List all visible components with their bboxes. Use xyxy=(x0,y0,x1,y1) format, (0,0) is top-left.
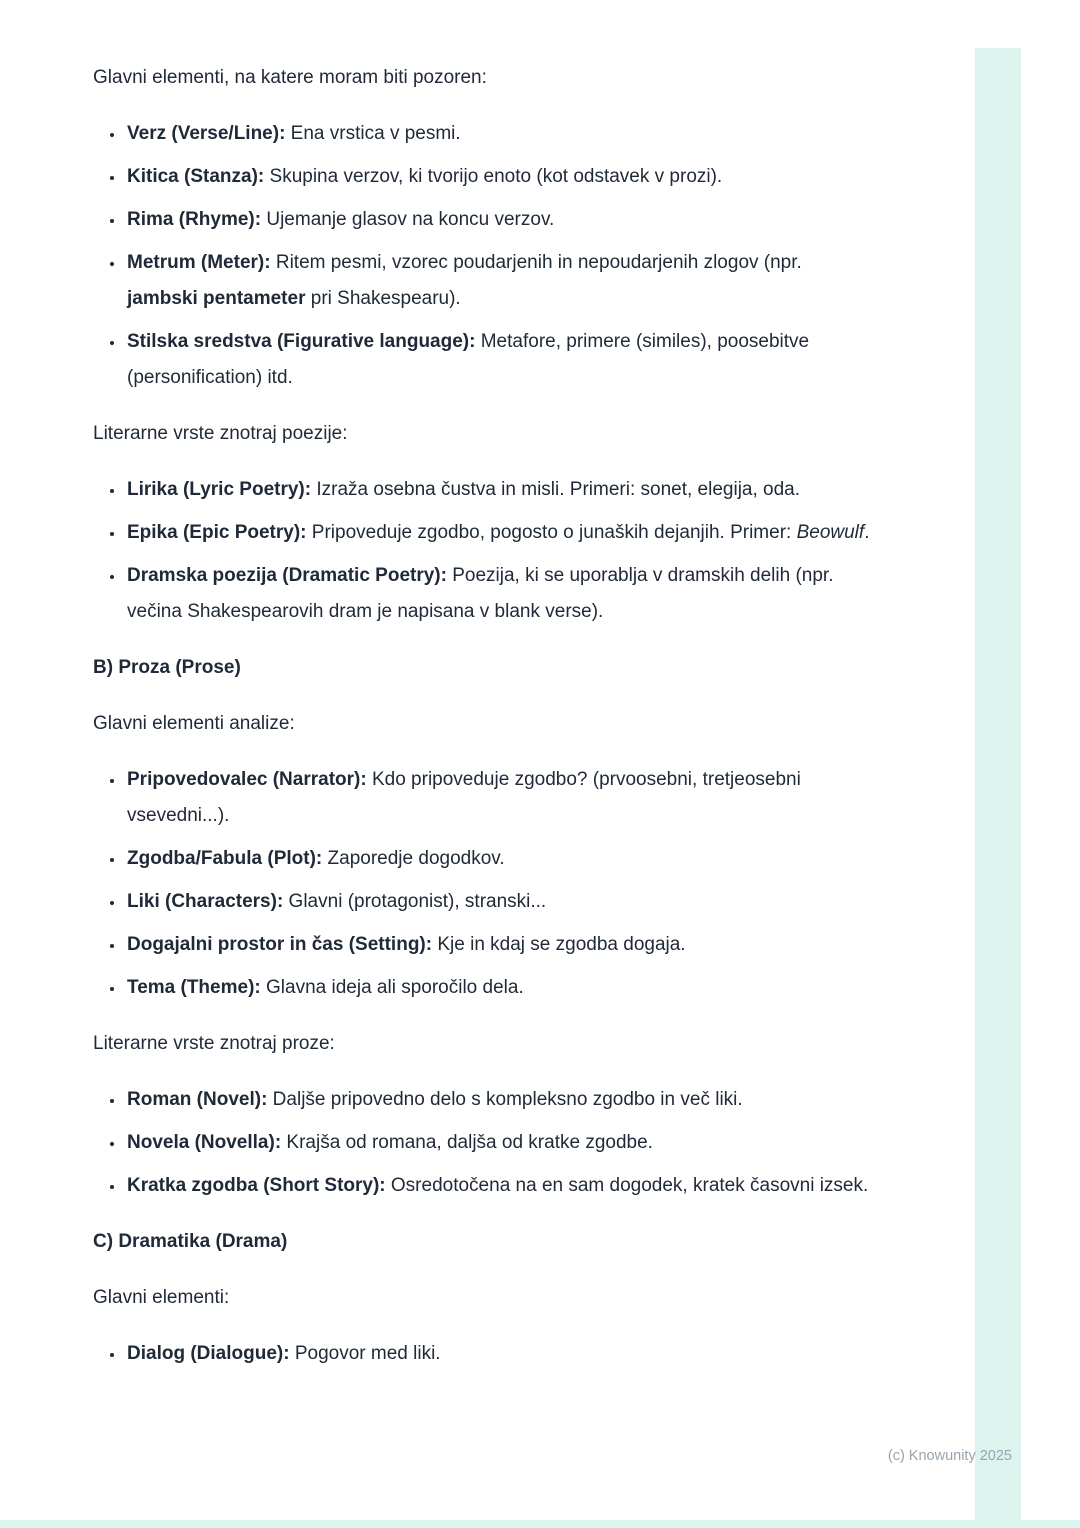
right-accent-stripe xyxy=(975,48,1021,1528)
list-item xyxy=(125,841,873,877)
text-bold: Tema (Theme): xyxy=(127,977,261,998)
list-item xyxy=(125,1082,873,1118)
text-bold: Stilska sredstva (Figurative language): xyxy=(127,331,476,352)
section-heading xyxy=(93,1224,873,1260)
text-bold: B) Proza (Prose) xyxy=(93,657,241,678)
paragraph xyxy=(93,706,873,742)
text: Pripoveduje zgodbo, pogosto o junaških dejanjih. Primer: xyxy=(306,522,797,543)
text-bold: Dramska poezija (Dramatic Poetry): xyxy=(127,565,447,586)
document-content xyxy=(93,40,873,1392)
text: Izraža osebna čustva in misli. Primeri: sonet, elegija, oda. xyxy=(311,479,801,500)
text-bold: Rima (Rhyme): xyxy=(127,209,262,230)
bullet-list xyxy=(93,1336,873,1372)
text-bold: Verz (Verse/Line): xyxy=(127,123,286,144)
text: Literarne vrste znotraj proze: xyxy=(93,1033,335,1054)
bullet-list xyxy=(93,116,873,396)
text: Skupina verzov, ki tvorijo enoto (kot odstavek v prozi). xyxy=(264,166,723,187)
list-item xyxy=(125,884,873,920)
text: Pogovor med liki. xyxy=(289,1343,441,1364)
text-bold: C) Dramatika (Drama) xyxy=(93,1231,288,1252)
text: Zaporedje dogodkov. xyxy=(322,848,505,869)
text: Kdo pripoveduje zgodbo? (prvoosebni, tretjeosebni vsevedni...). xyxy=(127,769,801,826)
text-bold: Dogajalni prostor in čas (Setting): xyxy=(127,934,433,955)
list-item xyxy=(125,324,873,396)
text: Glavna ideja ali sporočilo dela. xyxy=(260,977,524,998)
text-bold: Liki (Characters): xyxy=(127,891,284,912)
text-bold: Metrum (Meter): xyxy=(127,252,271,273)
text: Osredotočena na en sam dogodek, kratek časovni izsek. xyxy=(385,1175,869,1196)
text: Ritem pesmi, vzorec poudarjenih in nepoudarjenih zlogov (npr. xyxy=(270,252,802,273)
bullet-list xyxy=(93,762,873,1006)
paragraph xyxy=(93,1026,873,1062)
text: . xyxy=(864,522,870,543)
list-item xyxy=(125,762,873,834)
text-bold: Zgodba/Fabula (Plot): xyxy=(127,848,323,869)
text-bold: Dialog (Dialogue): xyxy=(127,1343,290,1364)
paragraph xyxy=(93,60,873,96)
section-heading xyxy=(93,650,873,686)
text: Glavni elementi: xyxy=(93,1287,230,1308)
text: pri Shakespearu). xyxy=(305,288,461,309)
text: Glavni elementi, na katere moram biti pozoren: xyxy=(93,67,487,88)
bullet-list xyxy=(93,1082,873,1204)
text: Krajša od romana, daljša od kratke zgodbe. xyxy=(281,1132,653,1153)
text-bold: Roman (Novel): xyxy=(127,1089,268,1110)
list-item xyxy=(125,116,873,152)
bottom-accent-bar xyxy=(0,1520,1080,1528)
watermark: (c) Knowunity 2025 xyxy=(887,1448,1012,1464)
text-bold: Kratka zgodba (Short Story): xyxy=(127,1175,386,1196)
list-item xyxy=(125,472,873,508)
list-item xyxy=(125,515,873,551)
list-item xyxy=(125,1168,873,1204)
text: Glavni (protagonist), stranski... xyxy=(283,891,547,912)
text: Poezija, ki se uporablja v dramskih delih (npr. večina Shakespearovih dram je napisana v blank verse). xyxy=(127,565,834,622)
text-bold: jambski pentameter xyxy=(127,288,306,309)
text: Literarne vrste znotraj poezije: xyxy=(93,423,348,444)
text: Metafore, primere (similes), poosebitve (personification) itd. xyxy=(127,331,810,388)
list-item xyxy=(125,1336,873,1372)
list-item xyxy=(125,202,873,238)
text: Kje in kdaj se zgodba dogaja. xyxy=(432,934,686,955)
text: Glavni elementi analize: xyxy=(93,713,295,734)
text: Daljše pripovedno delo s kompleksno zgodbo in več liki. xyxy=(267,1089,743,1110)
list-item xyxy=(125,245,873,317)
text: Ujemanje glasov na koncu verzov. xyxy=(261,209,555,230)
paragraph xyxy=(93,416,873,452)
text-bold: Lirika (Lyric Poetry): xyxy=(127,479,312,500)
list-item xyxy=(125,927,873,963)
list-item xyxy=(125,159,873,195)
text: Ena vrstica v pesmi. xyxy=(285,123,461,144)
list-item xyxy=(125,1125,873,1161)
paragraph xyxy=(93,1280,873,1316)
text-bold: Epika (Epic Poetry): xyxy=(127,522,307,543)
list-item xyxy=(125,558,873,630)
bullet-list xyxy=(93,472,873,630)
text-bold: Kitica (Stanza): xyxy=(127,166,265,187)
text-bold: Novela (Novella): xyxy=(127,1132,282,1153)
list-item xyxy=(125,970,873,1006)
text-italic: Beowulf xyxy=(796,522,865,543)
text-bold: Pripovedovalec (Narrator): xyxy=(127,769,367,790)
